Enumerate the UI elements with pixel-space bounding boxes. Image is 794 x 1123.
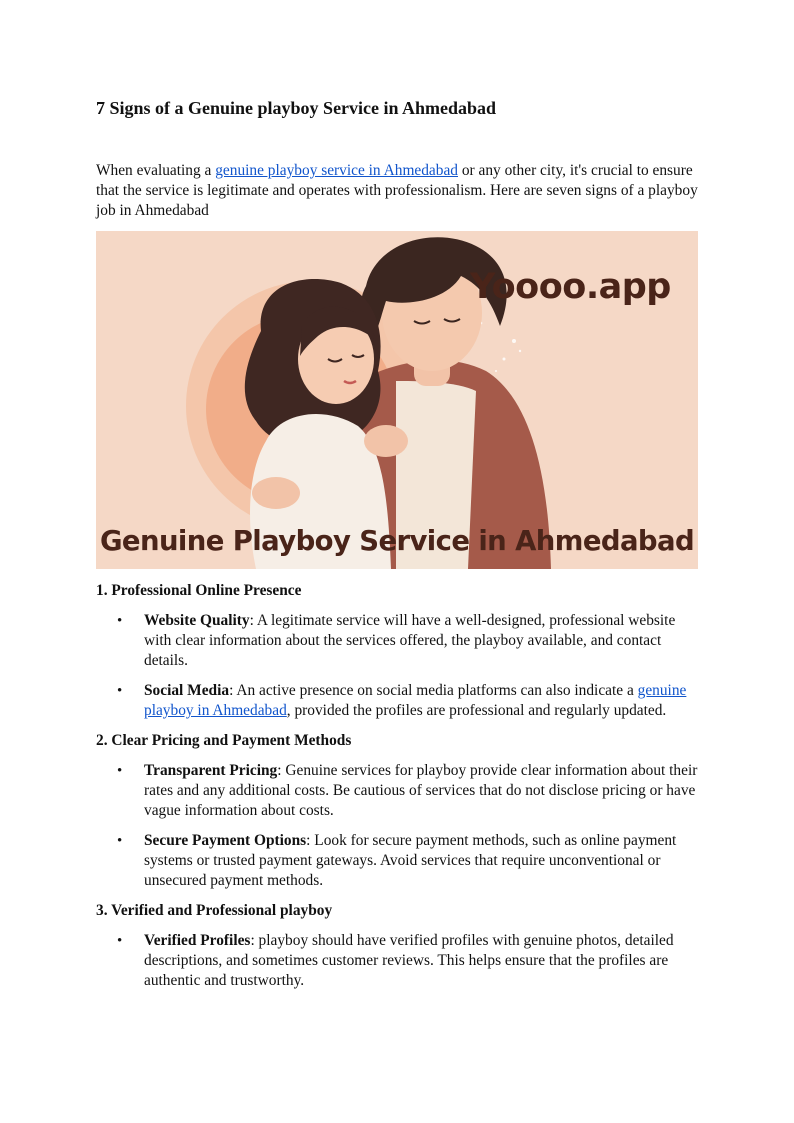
list-item xyxy=(96,761,698,821)
item-term: Social Media xyxy=(144,682,230,699)
hand-right xyxy=(252,477,300,509)
intro-text-before: When evaluating a xyxy=(96,162,216,179)
list-item xyxy=(96,931,698,991)
list-item xyxy=(96,681,698,721)
item-term: Verified Profiles xyxy=(144,932,251,949)
sections-container xyxy=(96,581,698,991)
section-heading-2: 2. Clear Pricing and Payment Methods xyxy=(96,732,352,749)
item-text-after: , provided the profiles are professional and regularly updated. xyxy=(286,702,667,719)
item-text: : playboy should have verified profiles with genuine photos, detailed descriptions, and sometimes customer reviews. This helps ensure that the profiles are authentic and trustworthy. xyxy=(144,932,674,989)
section-heading-1: 1. Professional Online Presence xyxy=(96,582,302,599)
section-list-2 xyxy=(96,761,698,891)
list-item xyxy=(96,831,698,891)
item-link[interactable]: genuine playboy in Ahmedabad xyxy=(144,682,687,719)
item-text: : A legitimate service will have a well-designed, professional website with clear information about the services offered, the playboy available, and contact details. xyxy=(144,612,676,669)
hand-left xyxy=(364,425,408,457)
section-list-3 xyxy=(96,931,698,991)
list-item xyxy=(96,611,698,671)
item-term: Secure Payment Options xyxy=(144,832,307,849)
bullet-icon: • xyxy=(117,613,123,629)
intro-link[interactable]: genuine playboy service in Ahmedabad xyxy=(215,162,458,179)
bullet-icon: • xyxy=(117,683,123,699)
intro-text-after: or any other city, it's crucial to ensure that the service is legitimate and operates with professionalism. Here are seven signs of a playboy job in Ahmedabad xyxy=(96,162,698,219)
item-text: : An active presence on social media platforms can also indicate a xyxy=(229,682,638,699)
item-text: : Genuine services for playboy provide clear information about their rates and any additional costs. Be cautious of services that do not disclose pricing or have vague information about costs. xyxy=(144,762,698,819)
bullet-icon: • xyxy=(117,763,123,779)
bullet-icon: • xyxy=(117,933,123,949)
bullet-icon: • xyxy=(117,833,123,849)
hero-caption: Genuine Playboy Service in Ahmedabad xyxy=(99,525,695,557)
item-term: Transparent Pricing xyxy=(144,762,278,779)
hero-illustration xyxy=(96,231,698,569)
item-term: Website Quality xyxy=(144,612,250,629)
section-heading-3: 3. Verified and Professional playboy xyxy=(96,902,333,919)
item-text: : Look for secure payment methods, such as online payment systems or trusted payment gateways. Avoid services that require unconventional or unsecured payment methods. xyxy=(144,832,677,889)
brand-logo-text: Yoooo.app xyxy=(470,267,671,307)
section-list-1 xyxy=(96,611,698,721)
page-title: 7 Signs of a Genuine playboy Service in Ahmedabad xyxy=(96,98,497,118)
intro-paragraph xyxy=(96,161,698,221)
